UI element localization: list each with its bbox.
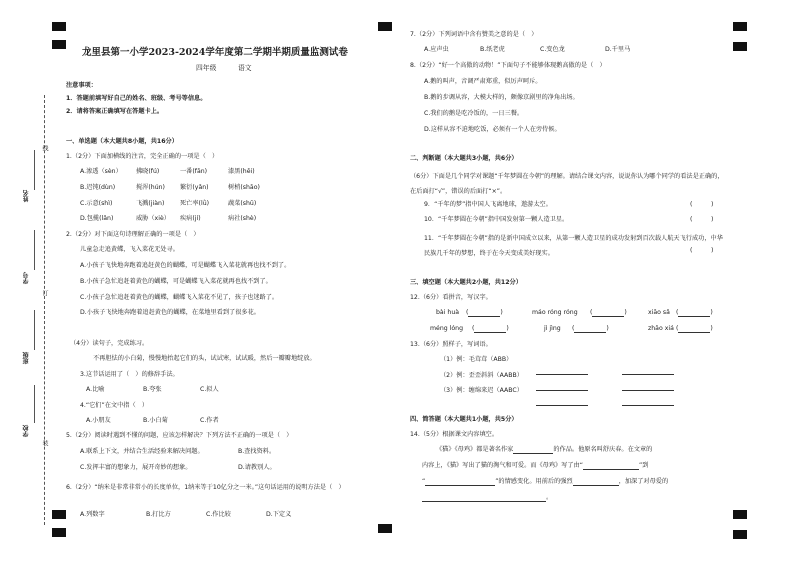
q1-option[interactable]: A.渗透（sèn）	[80, 168, 122, 175]
q7-option-d[interactable]: D.千里马	[605, 46, 631, 53]
q14-stem: 14.（5分）根据课文内容填空。	[410, 431, 499, 438]
q14-blank-to[interactable]	[425, 478, 495, 486]
q1-option[interactable]: D.包揽(lǎn)	[80, 215, 114, 222]
note-item: 2．请将答案正确填写在答题卡上。	[66, 108, 164, 115]
name-line[interactable]	[34, 150, 35, 190]
q1-word: 死亡率(lǜ)	[180, 200, 210, 207]
q2-option-a[interactable]: A.小孩子飞快地奔跑着追赶黄色的蝴蝶，可是蝴蝶飞入菜花就再也找不到了。	[80, 262, 291, 269]
judge-mark[interactable]: ( )	[690, 247, 714, 254]
judge-item: 10．“千年梦圆在今朝”指中国发射第一颗人造卫星。	[424, 216, 569, 223]
q7-option-c[interactable]: C.变色龙	[540, 46, 565, 53]
q8-option-d[interactable]: D.这样从容不迫地吃饭，必须有一个人在旁侍候。	[424, 126, 561, 133]
section3-heading: 三、填空题（本大题共2小题，共12分）	[410, 279, 522, 286]
q1-word: 威胁（xiè）	[136, 215, 170, 222]
corner-mark	[733, 42, 747, 51]
reading-passage: 不再胆怯的小白菊，慢慢地抬起它们的头，试试寒，试试暖，然后一瓣瓣地绽放。	[93, 355, 316, 362]
q5-option-b[interactable]: B.查找资料。	[238, 448, 276, 455]
q5-option-d[interactable]: D.请教别人。	[238, 464, 276, 471]
q4-option-b[interactable]: B.小白菊	[143, 417, 168, 424]
subject-label: 语文	[238, 64, 252, 72]
grade-label: 四年级	[196, 64, 217, 72]
class-line[interactable]	[34, 310, 35, 350]
q1-word: 树梢(shāo)	[228, 184, 260, 191]
pinyin-answer[interactable]: ( )	[676, 309, 713, 316]
q1-word: 搅浑(hún)	[136, 184, 165, 191]
q13-answer[interactable]	[536, 387, 588, 406]
side-label-class: 班级	[23, 352, 30, 364]
q1-word: 漆黑(hēi)	[228, 168, 255, 175]
notes-heading: 注意事项：	[66, 82, 97, 89]
q4-option-a[interactable]: A.小朋友	[86, 417, 111, 424]
judge-mark[interactable]: ( )	[690, 216, 714, 223]
q3-option-a[interactable]: A.比喻	[86, 386, 105, 393]
reading-heading: （4分）读句子，完成练习。	[70, 340, 149, 347]
pinyin-label: xiāo sǎ	[648, 309, 670, 316]
q14-line2	[422, 462, 648, 470]
q13-item: （1）例：毛茸茸（ABB）	[440, 356, 513, 363]
pinyin-label: máo róng róng	[532, 309, 578, 316]
judge-item: 11．“千年梦圆在今朝”指的是新中国成立以来，从第一颗人造卫星的成功发射到百次载人航天飞行成功，中华民族几千年的梦想，终于在今天变成美好现实。	[424, 235, 723, 257]
q1-option[interactable]: B.迟钝(dùn)	[80, 184, 116, 191]
q14-text: “	[422, 478, 426, 485]
corner-mark	[52, 40, 66, 49]
q14-line4	[422, 494, 552, 502]
pinyin-label: méng lóng	[430, 325, 464, 332]
q14-text: ，加深了对母爱的	[618, 478, 669, 485]
q14-text: 《猫》《母鸡》都是著名作家	[436, 446, 514, 453]
q1-word: 蔬菜(shū)	[228, 200, 257, 207]
side-label-id: 学号	[23, 272, 30, 284]
corner-mark	[733, 510, 747, 519]
corner-mark	[52, 510, 66, 519]
q4-stem: 4.“它们”在文中指（ ）	[80, 402, 149, 409]
pinyin-label: jì jìng	[544, 325, 561, 332]
q14-text: ”的情感变化。用前后的强烈	[495, 478, 573, 485]
q14-blank-love[interactable]	[422, 494, 546, 502]
binding-dashed-line	[44, 95, 45, 525]
q2-stem: 2.（2分）对下面这句诗理解正确的一项是（ ）	[66, 231, 200, 238]
corner-mark	[733, 530, 747, 539]
q5-option-a[interactable]: A.联系上下文，并结合生活经验来解决问题。	[80, 448, 204, 455]
q8-option-c[interactable]: C.我们的鹅是吃冷饭的，一日三餐。	[424, 110, 524, 117]
q14-blank-author[interactable]	[513, 446, 553, 454]
pinyin-answer[interactable]: ( )	[676, 325, 713, 332]
pinyin-answer[interactable]: ( )	[590, 309, 627, 316]
q14-blank-contrast[interactable]	[573, 478, 619, 486]
q12-stem: 12.（6分）看拼音，写汉字。	[410, 294, 492, 301]
q7-option-a[interactable]: A.应声虫	[424, 46, 449, 53]
q13-item: （3）例：缠绵来迟（AABC）	[440, 387, 523, 394]
q2-option-c[interactable]: C.小孩子急忙追赶着黄色的蝴蝶，蝴蝶飞入菜花不见了，孩子也迷路了。	[80, 294, 279, 301]
q6-option-d[interactable]: D.下定义	[266, 511, 292, 518]
pinyin-answer[interactable]: ( )	[572, 325, 609, 332]
q3-option-b[interactable]: B.夸张	[143, 386, 162, 393]
q4-option-c[interactable]: C.作者	[200, 417, 219, 424]
school-line[interactable]	[34, 385, 35, 423]
q13-stem: 13.（6分）照样子，写词语。	[410, 341, 492, 348]
q6-option-b[interactable]: B.打比方	[146, 511, 171, 518]
cut-mark-line: 线	[41, 145, 48, 151]
q14-text: 的作品。他原名叫舒庆春。在文章的	[553, 446, 653, 453]
q1-word: 飞溅(jiàn)	[136, 200, 165, 207]
corner-mark	[378, 524, 392, 533]
q14-line1	[436, 446, 652, 454]
q6-option-a[interactable]: A.列数字	[80, 511, 105, 518]
pinyin-label: bài huà	[436, 309, 460, 316]
page-title: 龙里县第一小学2023-2024学年度第二学期半期质量监测试卷	[82, 47, 348, 58]
section2-heading: 二、判断题（本大题共3小题，共6分）	[410, 155, 518, 162]
pinyin-answer[interactable]: ( )	[472, 325, 509, 332]
q14-line3	[422, 478, 668, 486]
q3-stem: 3.这节话运用了（ ）的修辞手法。	[80, 371, 179, 378]
q6-stem: 6.（2分）“纳米是非常非常小的长度单位，1纳米等于10亿分之一米。”这句话运用的说明方法是（ ）	[66, 484, 345, 491]
q1-word: 拂晓(fú)	[136, 168, 160, 175]
q7-stem: 7.（2分）下列词语中含有赞美之意的是（ ）	[410, 31, 538, 38]
q14-text: 。	[546, 494, 553, 501]
corner-mark	[52, 528, 66, 537]
q1-word: 繁衍(yǎn)	[180, 184, 209, 191]
side-label-name: 姓名	[23, 190, 30, 202]
q6-option-c[interactable]: C.作比较	[206, 511, 231, 518]
cut-mark-pack: 装	[41, 440, 48, 446]
q8-option-a[interactable]: A.鹅的叫声，音调严肃郑重，似厉声呵斥。	[424, 78, 542, 85]
corner-mark	[378, 22, 392, 31]
judge-item: 9．“千年的梦”指中国人飞离地球，遨游太空。	[424, 201, 552, 208]
q1-word: 一番(fān)	[180, 168, 208, 175]
pinyin-label: zhāo xiá	[648, 325, 674, 332]
id-line[interactable]	[34, 230, 35, 270]
cut-mark-bind: 订	[41, 290, 48, 296]
pinyin-answer[interactable]: ( )	[466, 309, 503, 316]
side-label-school: 学校	[23, 425, 30, 437]
q8-option-b[interactable]: B.鹅的步调从容，大模大样的，颇像京剧里的净角出场。	[424, 94, 579, 101]
section2-intro: （6分）下面是几个同学对课题“千年梦圆在今朝”的理解。请结合课文内容，说说你认为哪个同学的看法是正确的，在后面打“√”，错误的后面打“×”。	[410, 173, 724, 195]
judge-mark[interactable]: ( )	[690, 201, 714, 208]
q14-blank-from[interactable]	[583, 462, 639, 470]
q1-option[interactable]: C.示意(shì)	[80, 200, 113, 207]
note-item: 1．答题前填写好自己的姓名、班级、考号等信息。	[66, 95, 207, 102]
q13-answer[interactable]	[622, 387, 674, 406]
q14-text: 内容上，《猫》写出了猫的淘气和可爱。而《母鸡》写了由“	[422, 462, 583, 469]
q7-option-b[interactable]: B.纸老虎	[480, 46, 505, 53]
section4-heading: 四、简答题（本大题共1小题，共5分）	[410, 416, 518, 423]
corner-mark	[733, 22, 747, 31]
q1-word: 病社(shè)	[228, 215, 257, 222]
q3-option-c[interactable]: C.拟人	[200, 386, 219, 393]
q8-stem: 8.（2分）“好一个高傲的动物！”下面句子不能够体现鹅高傲的是（ ）	[410, 62, 606, 69]
q2-option-b[interactable]: B.小孩子急忙追赶着黄色的蝴蝶，可是蝴蝶飞入菜花就再也找不到了。	[80, 278, 272, 285]
q2-poem: 儿童急走追黄蝶，飞入菜花无处寻。	[80, 246, 179, 253]
q1-word: 疾病(jí)	[180, 215, 201, 222]
q2-option-d[interactable]: D.小孩子飞快地奔跑着追赶黄色的蝴蝶，在菜地里看到了很多花。	[80, 309, 260, 316]
section1-heading: 一、单选题（本大题共8小题，共16分）	[66, 138, 178, 145]
q14-text: ”到	[638, 462, 649, 469]
corner-mark	[52, 22, 66, 31]
q13-item: （2）例：歪歪斜斜（AABB）	[440, 372, 523, 379]
q5-option-c[interactable]: C.发挥丰富的想象力，展开奇妙的想象。	[80, 464, 192, 471]
q1-stem: 1.（2分）下面加横线的注音，完全正确的一项是（ ）	[66, 153, 219, 160]
q5-stem: 5.（2分）阅读时遇到不懂的问题，应该怎样解决？下列方法不正确的一项是（ ）	[66, 432, 293, 439]
